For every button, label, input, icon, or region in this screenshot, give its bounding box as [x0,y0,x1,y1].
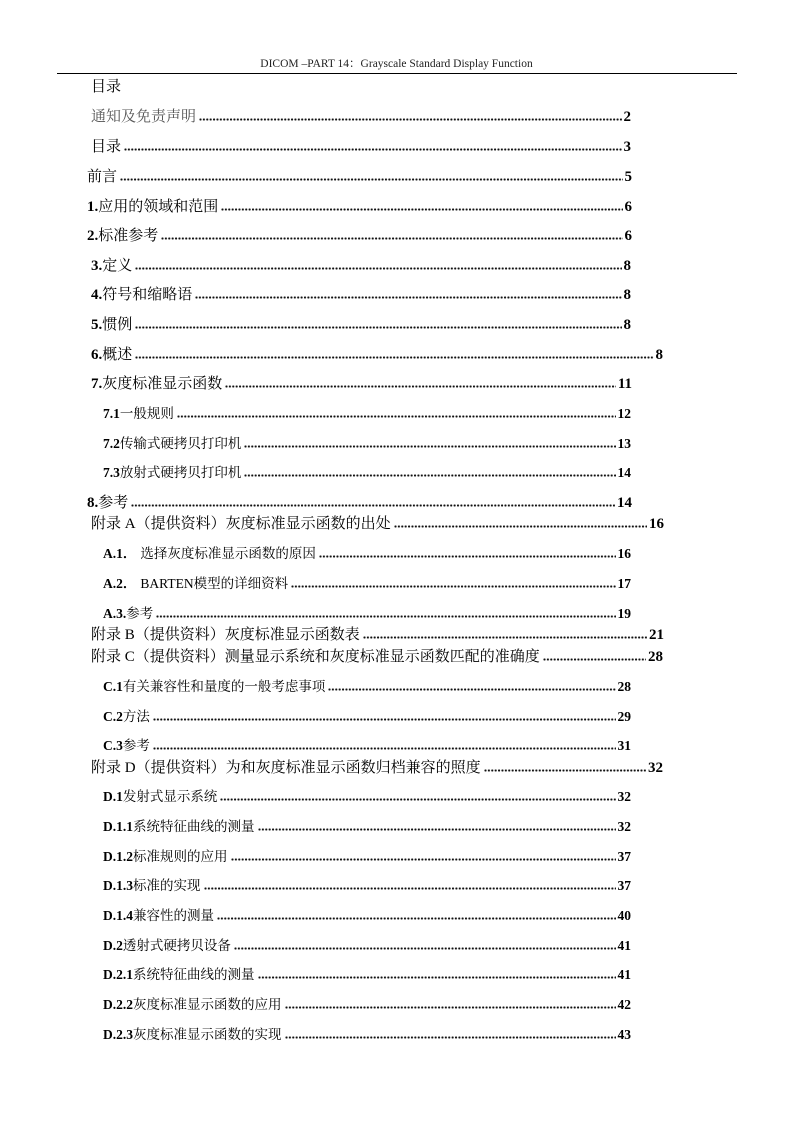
toc-entry-page: 3 [623,139,631,155]
dot-leader [195,296,621,299]
dot-leader [258,828,616,831]
toc-entry[interactable] [87,197,632,217]
toc-entry-page: 37 [617,849,631,864]
toc-entry-number: D.2 [103,938,123,953]
toc-subentry[interactable] [103,787,631,807]
toc-entry-number: 7. [91,376,103,392]
toc-entry-number: 3. [91,258,103,274]
toc-entry-page: 14 [617,495,632,511]
toc-subentry[interactable] [103,995,631,1015]
dot-leader [135,356,653,359]
toc-entry-title: 概述 [102,347,133,363]
dot-leader [543,658,646,661]
running-header: DICOM –PART 14：Grayscale Standard Display Function [260,58,533,70]
dot-leader [124,148,621,151]
toc-entry-title: 前言 [87,169,118,185]
toc-entry-page: 32 [617,819,631,834]
toc-entry-number: D.1.2 [103,849,133,864]
toc-entry-title: 附录 A（提供资料）灰度标准显示函数的出处 [91,516,391,532]
dot-leader [177,415,616,418]
dot-leader [319,555,616,558]
toc-entry-page: 12 [617,406,631,421]
toc-subentry[interactable] [103,817,631,837]
dot-leader [153,718,616,721]
toc-entry-title: 灰度标准显示函数的应用 [133,997,282,1012]
toc-subentry[interactable] [103,847,631,867]
dot-leader [234,947,616,950]
toc-entry-number: D.1.1 [103,819,133,834]
toc-entry-page: 41 [617,938,631,953]
toc-entry-page: 8 [623,258,631,274]
toc-entry-title: 附录 D（提供资料）为和灰度标准显示函数归档兼容的照度 [91,760,481,776]
dot-leader [153,747,616,750]
toc-entry[interactable] [87,226,632,246]
toc-entry-page: 29 [617,709,631,724]
toc-entry-page: 19 [617,606,631,621]
toc-entry-title: 参考 [98,495,129,511]
toc-entry-number: D.1 [103,789,123,804]
toc-entry-page: 14 [617,465,631,480]
toc-entry-page: 41 [617,967,631,982]
toc-entry-title: 放射式硬拷贝打印机 [119,465,242,480]
toc-entry-title: 发射式显示系统 [122,789,218,804]
toc-subentry[interactable] [103,404,631,424]
toc-entry-number: 8. [87,495,99,511]
toc-subentry[interactable] [103,463,631,483]
toc-entry-number: D.2.3 [103,1027,133,1042]
toc-entry-title: 惯例 [102,317,133,333]
toc-entry[interactable] [91,107,631,127]
toc-entry-number: 2. [87,228,99,244]
dot-leader [328,688,615,691]
dot-leader [285,1036,616,1039]
toc-entry-title: 灰度标准显示函数的实现 [133,1027,282,1042]
dot-leader [291,585,615,588]
toc-subentry[interactable] [103,936,631,956]
toc-entry-page: 43 [617,1027,631,1042]
toc-entry-number: C.2 [103,709,123,724]
dot-leader [199,118,621,121]
toc-entry-number: C.1 [103,679,123,694]
dot-leader [135,326,621,329]
toc-entry-page: 6 [624,228,632,244]
toc-entry[interactable] [91,374,632,394]
toc-entry-page: 32 [617,789,631,804]
toc-entry-number: C.3 [103,738,123,753]
dot-leader [231,858,616,861]
dot-leader [285,1006,616,1009]
toc-entry-page: 16 [649,516,664,532]
toc-entry-number: 5. [91,317,103,333]
toc-subentry[interactable] [103,574,631,594]
toc-entry[interactable] [91,256,631,276]
toc-entry-number: 7.3 [103,465,120,480]
toc-entry-title: 选择灰度标准显示函数的原因 [140,546,316,561]
toc-entry-number: D.1.4 [103,908,133,923]
toc-entry-page: 5 [624,169,632,185]
dot-leader [244,474,615,477]
toc-entry-title: 标准参考 [98,228,159,244]
toc-subentry[interactable] [103,544,631,564]
toc-entry[interactable] [91,137,631,157]
toc-entry-page: 42 [617,997,631,1012]
toc-entry-number: 1. [87,199,99,215]
dot-leader [135,267,621,270]
toc-entry-title: 符号和缩略语 [102,287,193,303]
toc-subentry[interactable] [103,434,631,454]
toc-entry-title: 传输式硬拷贝打印机 [119,436,242,451]
toc-appendix-entry[interactable] [91,514,664,534]
toc-entry-number: 4. [91,287,103,303]
toc-entry-title: 透射式硬拷贝设备 [122,938,231,953]
toc-entry[interactable] [91,315,631,335]
dot-leader [161,237,622,240]
toc-entry[interactable] [87,493,632,513]
toc-subentry[interactable] [103,707,631,727]
toc-entry-title: 通知及免责声明 [91,109,197,125]
dot-leader [120,178,622,181]
toc-entry-title: 参考 [126,606,154,621]
toc-entry-title: 应用的领域和范围 [98,199,219,215]
toc-appendix-entry[interactable] [91,647,663,667]
toc-entry-number: A.2． [103,576,137,591]
toc-entry-page: 17 [617,576,631,591]
dot-leader [220,798,615,801]
toc-subentry[interactable] [103,1025,631,1045]
dot-leader [156,615,615,618]
toc-entry-title: 系统特征曲线的测量 [133,819,255,834]
toc-entry[interactable] [87,167,632,187]
toc-entry-title: 附录 B（提供资料）灰度标准显示函数表 [91,627,360,643]
toc-entry-page: 16 [617,546,631,561]
toc-entry-title: 标准规则的应用 [133,849,228,864]
toc-appendix-entry[interactable] [91,758,663,778]
toc-entry-title: 兼容性的测量 [133,908,214,923]
dot-leader [244,445,615,448]
toc-entry-page: 21 [649,627,664,643]
toc-entry-title: 灰度标准显示函数 [102,376,223,392]
toc-entry-page: 8 [623,317,631,333]
toc-subentry[interactable] [103,677,631,697]
toc-entry-page: 8 [623,287,631,303]
toc-entry-title: 一般规则 [119,406,174,421]
toc-entry-page: 6 [624,199,632,215]
dot-leader [363,636,647,639]
toc-subentry[interactable] [103,906,631,926]
toc-entry-title: 附录 C（提供资料）测量显示系统和灰度标准显示函数匹配的准确度 [91,649,540,665]
toc-entry[interactable] [91,345,663,365]
dot-leader [394,525,647,528]
dot-leader [204,887,616,890]
toc-entry-number: D.2.2 [103,997,133,1012]
toc-entry-number: 7.2 [103,436,120,451]
dot-leader [217,917,616,920]
toc-entry-title: 标准的实现 [133,878,201,893]
toc-appendix-entry[interactable] [91,625,664,645]
toc-entry-page: 2 [623,109,631,125]
toc-entry-title: 目录 [91,139,122,155]
toc-entry-title: BARTEN模型的详细资料 [140,576,289,591]
toc-entry-number: 6. [91,347,103,363]
toc-entry-page: 13 [617,436,631,451]
toc-entry-title: 参考 [122,738,150,753]
toc-entry-page: 31 [617,738,631,753]
toc-entry-page: 37 [617,878,631,893]
toc-entry[interactable] [91,285,631,305]
toc-subentry[interactable] [103,604,631,624]
toc-entry-number: 7.1 [103,406,120,421]
toc-subentry[interactable] [103,736,631,756]
toc-heading: 目录 [91,79,122,95]
toc-entry-number: D.1.3 [103,878,133,893]
dot-leader [221,208,622,211]
dot-leader [258,976,616,979]
toc-entry-page: 40 [617,908,631,923]
toc-entry-title: 系统特征曲线的测量 [133,967,255,982]
toc-entry-page: 28 [617,679,631,694]
toc-entry-number: D.2.1 [103,967,133,982]
toc-entry-number: A.3. [103,606,127,621]
toc-entry-title: 方法 [122,709,150,724]
toc-entry-page: 8 [655,347,663,363]
toc-entry-page: 32 [648,760,663,776]
toc-entry-number: A.1． [103,546,137,561]
dot-leader [131,504,615,507]
toc-entry-page: 11 [617,376,632,392]
dot-leader [484,769,646,772]
dot-leader [225,385,616,388]
header-rule [57,73,737,74]
toc-entry-title: 定义 [102,258,133,274]
toc-subentry[interactable] [103,965,631,985]
toc-entry-page: 28 [648,649,663,665]
toc-entry-title: 有关兼容性和量度的一般考虑事项 [122,679,326,694]
toc-subentry[interactable] [103,876,631,896]
